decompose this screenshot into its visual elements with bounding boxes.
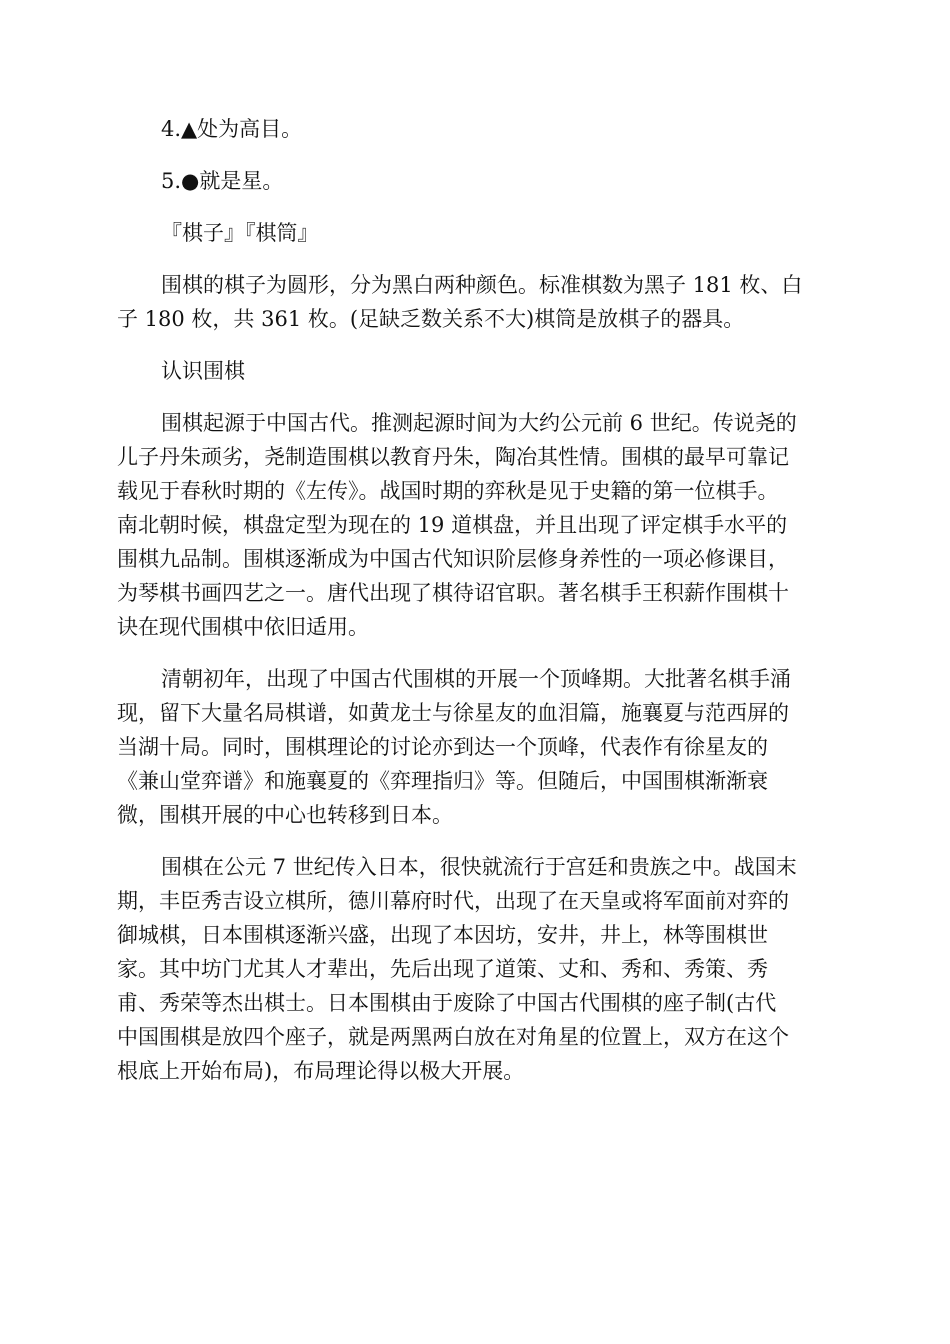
- text-line: 围棋九品制。围棋逐渐成为中国古代知识阶层修身养性的一项必修课目，: [117, 547, 789, 571]
- text-line: 子 180 枚，共 361 枚。(足缺乏数关系不大)棋筒是放棋子的器具。: [117, 307, 745, 331]
- paragraph-japan: [117, 850, 833, 1088]
- text-line: 儿子丹朱顽劣，尧制造围棋以教育丹朱，陶冶其性情。围棋的最早可靠记: [117, 445, 789, 469]
- text-line: 甫、秀荣等杰出棋士。日本围棋由于废除了中国古代围棋的座子制(古代: [117, 991, 777, 1015]
- paragraph-stones: [117, 268, 833, 336]
- text-line: 清朝初年，出现了中国古代围棋的开展一个顶峰期。大批著名棋手涌: [161, 667, 791, 691]
- text-line: 当湖十局。同时，围棋理论的讨论亦到达一个顶峰，代表作有徐星友的: [117, 735, 768, 759]
- text-line: 为琴棋书画四艺之一。唐代出现了棋待诏官职。著名棋手王积薪作围棋十: [117, 581, 789, 605]
- text-line: 中国围棋是放四个座子，就是两黑两白放在对角星的位置上，双方在这个: [117, 1025, 789, 1049]
- text-line: 微，围棋开展的中心也转移到日本。: [117, 803, 453, 827]
- section-heading-intro: 认识围棋: [161, 359, 245, 383]
- list-item-high-point: 4.▲处为高目。: [161, 117, 303, 141]
- list-item-star-point: 5.●就是星。: [161, 169, 284, 193]
- text-line: 围棋的棋子为圆形，分为黑白两种颜色。标准棋数为黑子 181 枚、白: [161, 273, 803, 297]
- text-line: 围棋起源于中国古代。推测起源时间为大约公元前 6 世纪。传说尧的: [161, 411, 797, 435]
- text-line: 围棋在公元 7 世纪传入日本，很快就流行于宫廷和贵族之中。战国末: [161, 855, 797, 879]
- text-line: 现，留下大量名局棋谱，如黄龙士与徐星友的血泪篇，施襄夏与范西屏的: [117, 701, 789, 725]
- text-line: 家。其中坊门尤其人才辈出，先后出现了道策、丈和、秀和、秀策、秀: [117, 957, 768, 981]
- paragraph-qing-dynasty: [117, 662, 833, 832]
- text-line: 期，丰臣秀吉设立棋所，德川幕府时代，出现了在天皇或将军面前对弈的: [117, 889, 789, 913]
- text-line: 根底上开始布局)，布局理论得以极大开展。: [117, 1059, 525, 1083]
- section-heading-stones: 『棋子』『棋筒』: [161, 221, 319, 245]
- text-line: 诀在现代围棋中依旧适用。: [117, 615, 369, 639]
- paragraph-origin: [117, 406, 833, 644]
- document-page: [117, 112, 833, 1106]
- text-line: 御城棋，日本围棋逐渐兴盛，出现了本因坊，安井，井上，林等围棋世: [117, 923, 768, 947]
- text-line: 南北朝时候，棋盘定型为现在的 19 道棋盘，并且出现了评定棋手水平的: [117, 513, 788, 537]
- text-line: 载见于春秋时期的《左传》。战国时期的弈秋是见于史籍的第一位棋手。: [117, 479, 779, 503]
- text-line: 《兼山堂弈谱》和施襄夏的《弈理指归》等。但随后，中国围棋渐渐衰: [117, 769, 768, 793]
